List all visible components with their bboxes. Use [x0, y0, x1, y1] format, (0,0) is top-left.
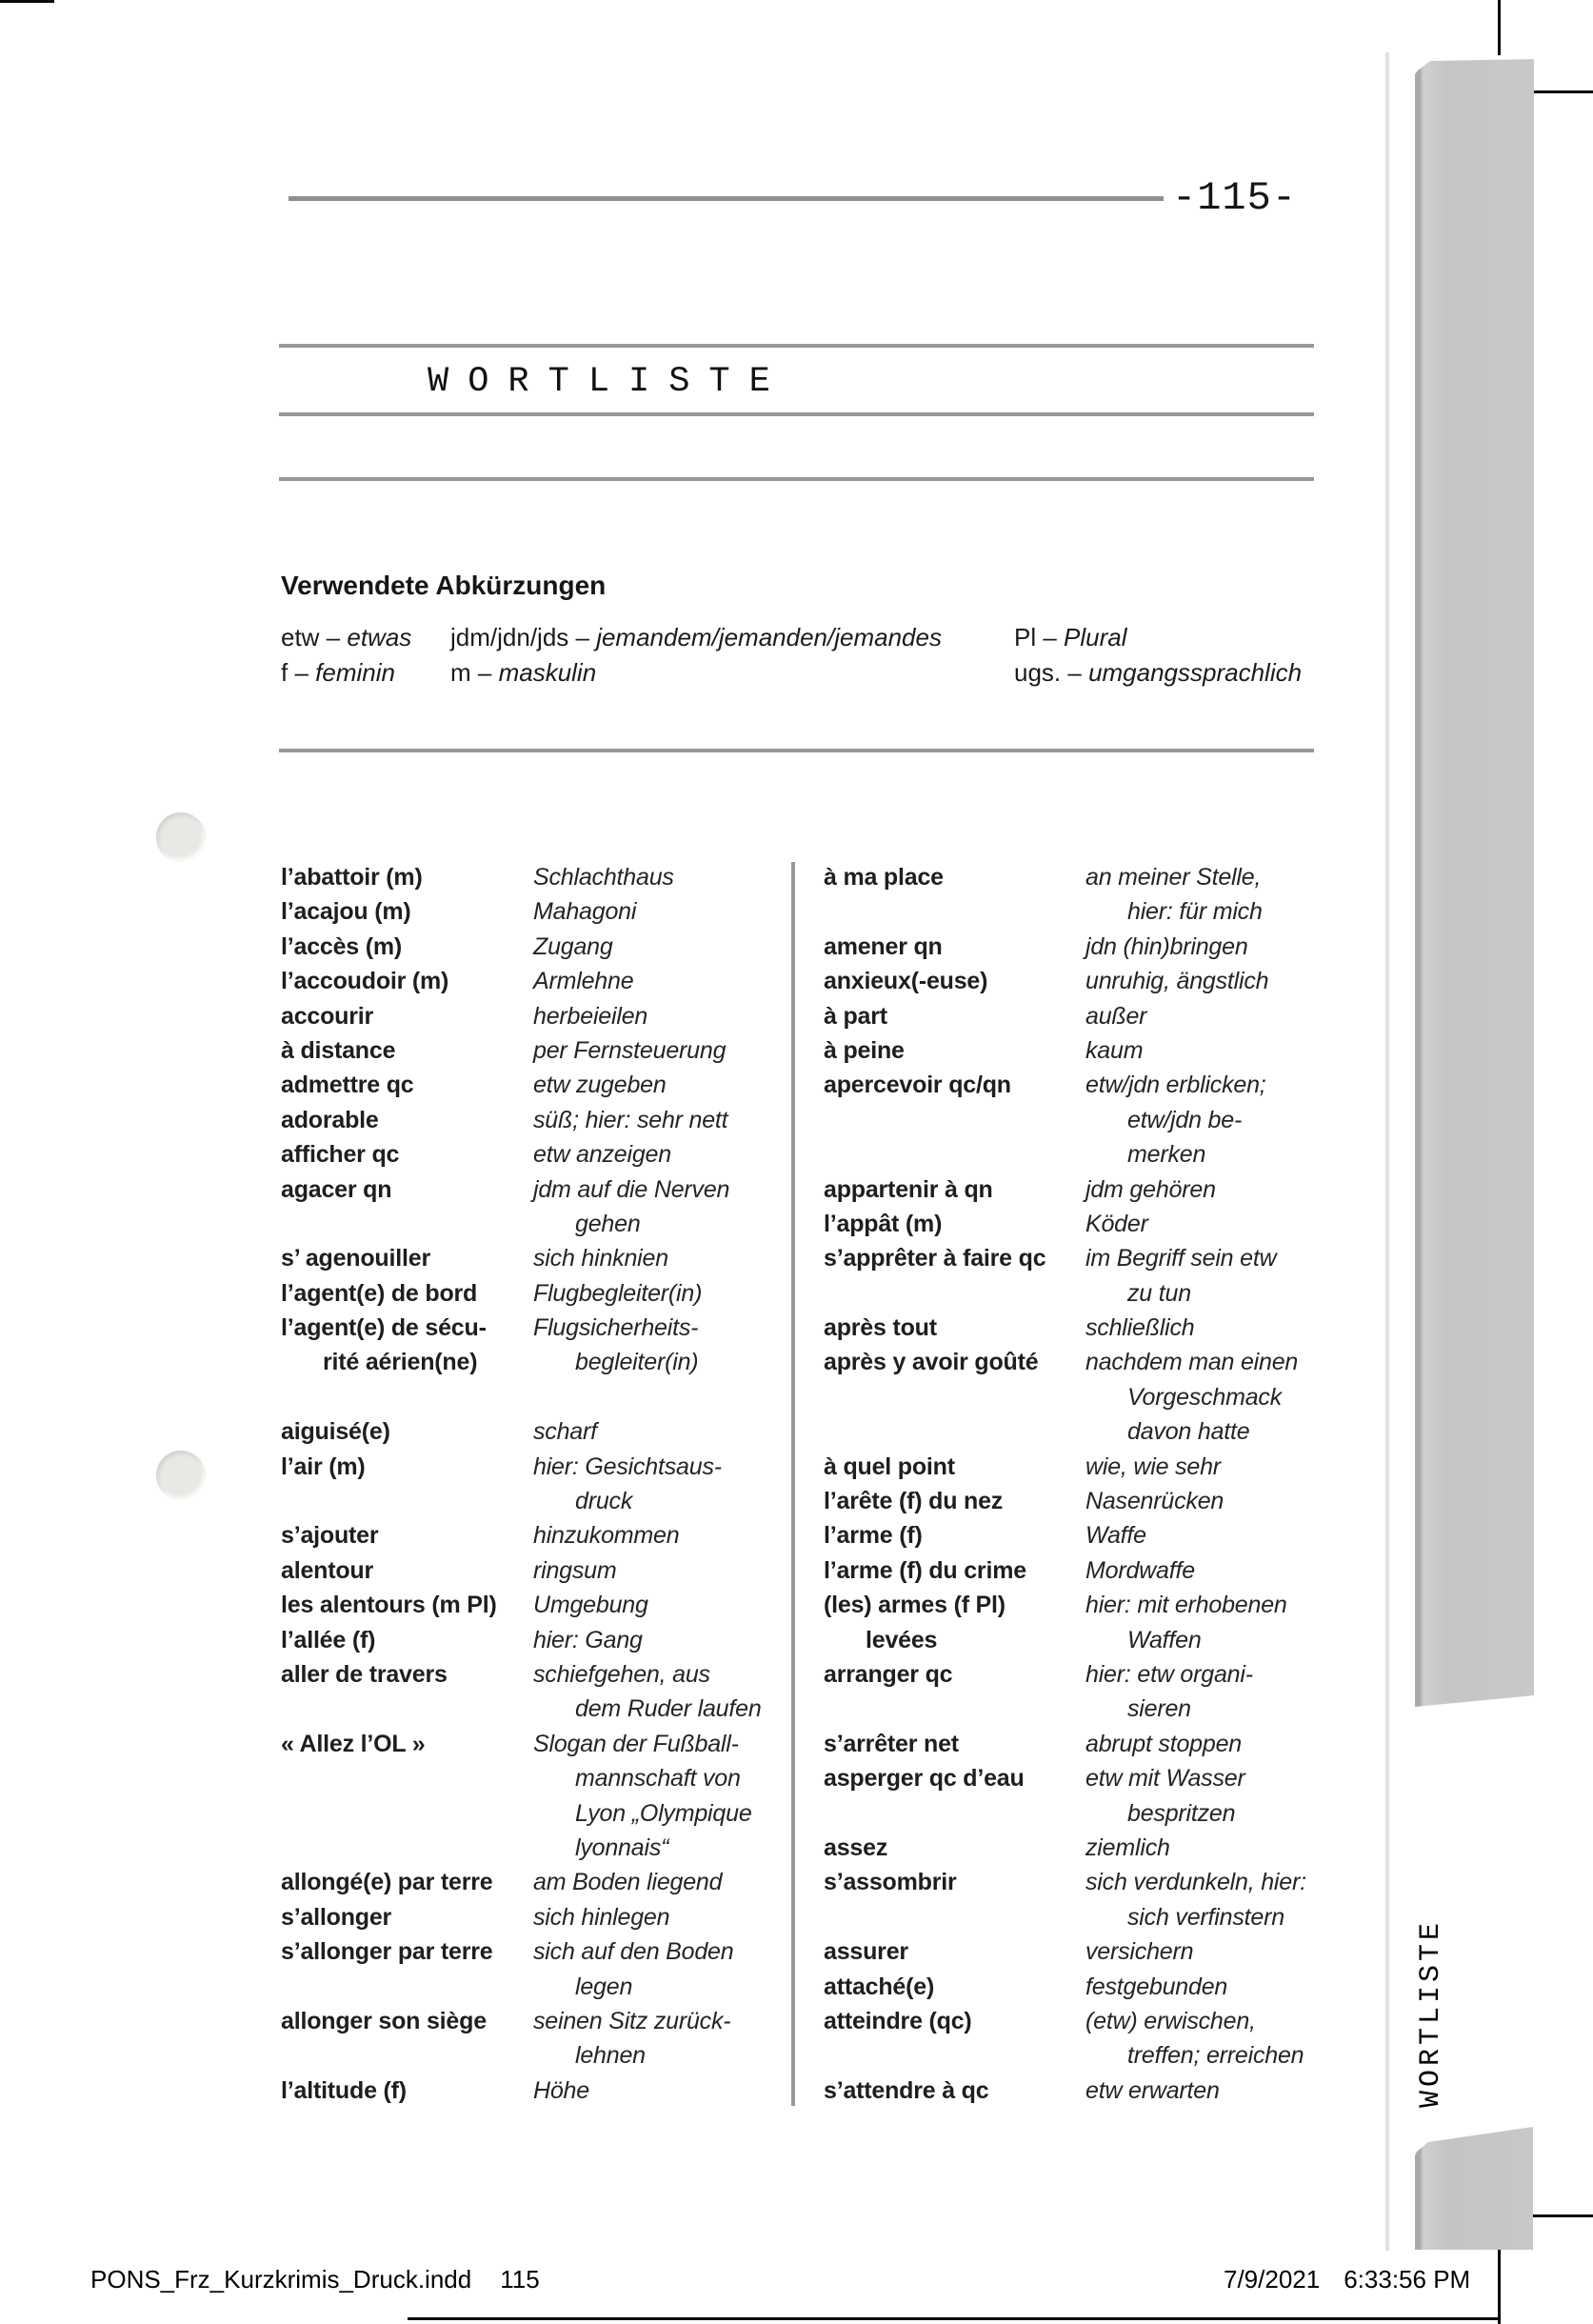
crop-mark [1498, 0, 1501, 55]
wordlist-line [281, 894, 791, 929]
german-translation: wie, wie sehr [1085, 1452, 1221, 1480]
german-translation: hier: für mich [1127, 898, 1263, 926]
french-term: accourir [281, 1002, 374, 1030]
wordlist-line [824, 1241, 1357, 1275]
wordlist-line [824, 1553, 1357, 1588]
german-translation: druck [575, 1488, 633, 1515]
french-term: allonger son siège [281, 2007, 487, 2034]
french-term: attaché(e) [824, 1973, 935, 2000]
german-translation: Umgebung [533, 1592, 648, 1619]
french-term: l’agent(e) de bord [281, 1279, 478, 1307]
abbreviation-full: Plural [1064, 623, 1127, 651]
wordlist-line [824, 1311, 1357, 1345]
wordlist-line [824, 860, 1357, 894]
wordlist-line [281, 1033, 791, 1068]
german-translation: ringsum [533, 1556, 617, 1584]
footer-file-text: PONS_Frz_Kurzkrimis_Druck.indd [90, 2265, 472, 2294]
wordlist-line [824, 894, 1357, 929]
french-term: s’attendre à qc [824, 2076, 989, 2104]
footer-timestamp [1224, 2265, 1470, 2294]
german-translation: lehnen [575, 2042, 646, 2070]
german-translation: jdn (hin)bringen [1085, 932, 1248, 960]
wordlist-line [824, 1623, 1357, 1657]
wordlist-line [824, 1207, 1357, 1241]
wordlist-line [281, 1692, 791, 1726]
title-rule-middle [279, 412, 1314, 416]
column-divider [791, 862, 795, 2106]
german-translation: Lyon „Olympique [575, 1799, 752, 1827]
german-translation: hier: etw organi- [1085, 1660, 1253, 1688]
german-translation: Höhe [533, 2076, 589, 2104]
wordlist-line [281, 1172, 791, 1207]
french-term: asperger qc d’eau [824, 1765, 1025, 1793]
chapter-tab-label: WORTLISTE [1415, 1918, 1447, 2109]
german-translation: hinzukommen [533, 1522, 680, 1550]
abbreviation-item [281, 620, 411, 655]
french-term: à part [824, 1002, 887, 1030]
wordlist-line [281, 1934, 791, 1969]
german-translation: am Boden liegend [533, 1869, 723, 1896]
french-term: amener qn [824, 932, 943, 960]
abbreviation-short: f – [281, 658, 316, 687]
wordlist-line [281, 1553, 791, 1588]
german-translation: Köder [1085, 1210, 1148, 1237]
wordlist-column-left [281, 860, 791, 2108]
wordlist-line [824, 1414, 1357, 1449]
german-translation: sich hinknien [533, 1245, 668, 1272]
wordlist-line [281, 999, 791, 1033]
wordlist-line [824, 964, 1357, 998]
french-term: arranger qc [824, 1660, 953, 1688]
german-translation: (etw) erwischen, [1085, 2007, 1256, 2034]
german-translation: lyonnais“ [575, 1833, 669, 1861]
german-translation: bespritzen [1127, 1799, 1236, 1827]
wordlist-line [281, 1796, 791, 1831]
german-translation: seinen Sitz zurück- [533, 2007, 731, 2034]
wordlist-line [281, 1380, 791, 1414]
french-term: après y avoir goûté [824, 1349, 1039, 1376]
wordlist-line [281, 1970, 791, 2004]
wordlist-line [824, 1033, 1357, 1068]
french-term: aller de travers [281, 1660, 448, 1688]
french-term: après tout [824, 1314, 937, 1342]
french-term: l’allée (f) [281, 1626, 376, 1653]
french-term: l’accès (m) [281, 932, 403, 960]
german-translation: sich auf den Boden [533, 1938, 734, 1966]
french-term: s’ agenouiller [281, 1245, 430, 1272]
page-boundary-line [408, 2317, 1501, 2320]
abbreviation-item [450, 655, 942, 691]
wordlist-line [824, 1103, 1357, 1137]
french-term: admettre qc [281, 1072, 414, 1099]
german-translation: Schlachthaus [533, 864, 674, 891]
wordlist-line [281, 930, 791, 964]
wordlist-line [281, 1727, 791, 1761]
abbreviation-item [1014, 620, 1302, 655]
abbreviation-short: jdm/jdn/jds – [450, 623, 597, 651]
wordlist-line [824, 1970, 1357, 2004]
french-term: agacer qn [281, 1175, 392, 1203]
wordlist-line [824, 1484, 1357, 1518]
page-edge-line [1385, 52, 1389, 2251]
german-translation: Mahagoni [533, 898, 637, 926]
french-term: à ma place [824, 864, 944, 891]
french-term: l’arête (f) du nez [824, 1488, 1004, 1515]
footer-page-text: 115 [500, 2265, 540, 2294]
section-rule [279, 749, 1314, 752]
french-term: « Allez l’OL » [281, 1730, 426, 1757]
abbreviation-short: ugs. – [1014, 658, 1089, 687]
german-translation: scharf [533, 1418, 597, 1446]
wordlist-line [281, 1831, 791, 1865]
french-term: afficher qc [281, 1141, 400, 1169]
wordlist-line [824, 1900, 1357, 1934]
german-translation: süß; hier: sehr nett [533, 1106, 728, 1133]
wordlist-line [281, 1518, 791, 1553]
french-term: les alentours (m Pl) [281, 1592, 497, 1619]
crop-mark [1533, 2214, 1593, 2217]
german-translation: hier: Gesichtsaus- [533, 1452, 722, 1480]
french-term: à peine [824, 1036, 905, 1064]
chapter-tab [1415, 2127, 1533, 2250]
german-translation: nachdem man einen [1085, 1349, 1299, 1376]
french-term: assez [824, 1833, 888, 1861]
abbreviation-item [1014, 655, 1302, 691]
french-term: adorable [281, 1106, 379, 1133]
wordlist-line [281, 1345, 791, 1379]
abbreviation-full: jemandem/jemanden/jemandes [596, 623, 942, 651]
french-term: l’arme (f) [824, 1522, 923, 1550]
wordlist-line [281, 1623, 791, 1657]
wordlist-line [824, 1865, 1357, 1899]
wordlist-line [281, 1068, 791, 1102]
wordlist-line [824, 1068, 1357, 1102]
german-translation: Zugang [533, 932, 613, 960]
german-translation: etw mit Wasser [1085, 1765, 1245, 1793]
wordlist-line [281, 1103, 791, 1137]
wordlist-line [281, 2074, 791, 2108]
french-term: l’acajou (m) [281, 898, 411, 926]
german-translation: an meiner Stelle, [1085, 864, 1262, 891]
wordlist-line [824, 1276, 1357, 1311]
french-term: allongé(e) par terre [281, 1869, 493, 1896]
abbreviation-full: feminin [315, 658, 395, 687]
german-translation: legen [575, 1973, 633, 2000]
german-translation: Flugsicherheits- [533, 1314, 699, 1342]
french-term: anxieux(-euse) [824, 968, 988, 995]
french-term: (les) armes (f Pl) [824, 1592, 1006, 1619]
french-term: l’agent(e) de sécu- [281, 1314, 487, 1342]
wordlist-line [824, 2004, 1357, 2038]
wordlist-line [281, 1484, 791, 1518]
french-term: à quel point [824, 1452, 955, 1480]
abbreviation-item [450, 620, 942, 655]
footer-date-text: 7/9/2021 [1224, 2265, 1321, 2294]
german-translation: versichern [1085, 1938, 1194, 1966]
abbreviation-full: etwas [347, 623, 412, 651]
german-translation: festgebunden [1085, 1973, 1228, 2000]
wordlist-line [281, 1414, 791, 1449]
german-translation: etw/jdn be- [1127, 1106, 1243, 1133]
german-translation: sich hinlegen [533, 1903, 670, 1931]
french-term: rité aérien(ne) [323, 1349, 478, 1376]
french-term: l’altitude (f) [281, 2076, 407, 2104]
wordlist-line [824, 1657, 1357, 1692]
header-rule [289, 196, 1164, 201]
title-rule-bottom [279, 477, 1314, 481]
german-translation: Waffe [1085, 1522, 1146, 1550]
wordlist-line [281, 964, 791, 998]
german-translation: hier: mit erhobenen [1085, 1592, 1287, 1619]
wordlist-line [824, 1588, 1357, 1622]
wordlist-line [281, 1588, 791, 1622]
wordlist-line [824, 1796, 1357, 1831]
wordlist-line [824, 1518, 1357, 1553]
page-number: -115- [1172, 175, 1298, 221]
german-translation: sich verfinstern [1127, 1903, 1284, 1931]
wordlist-line [281, 1276, 791, 1311]
crop-mark [0, 0, 29, 3]
abbreviation-short: Pl – [1014, 623, 1065, 651]
wordlist-line [281, 1657, 791, 1692]
french-term: apercevoir qc/qn [824, 1072, 1011, 1099]
german-translation: Waffen [1127, 1626, 1202, 1653]
hole-punch-icon [156, 1451, 206, 1500]
german-translation: im Begriff sein etw [1085, 1245, 1277, 1272]
wordlist-line [824, 1380, 1357, 1414]
footer-filename [90, 2265, 540, 2294]
wordlist-line [824, 1345, 1357, 1379]
german-translation: hier: Gang [533, 1626, 643, 1653]
abbreviation-item [281, 655, 411, 691]
wordlist-line [281, 1761, 791, 1795]
abbreviation-full: umgangssprachlich [1088, 658, 1303, 687]
title-rule-top [279, 344, 1314, 348]
french-term: aiguisé(e) [281, 1418, 390, 1446]
abbreviation-short: etw – [281, 623, 348, 651]
german-translation: ziemlich [1085, 1833, 1170, 1861]
german-translation: gehen [575, 1210, 641, 1237]
german-translation: abrupt stoppen [1085, 1730, 1242, 1757]
german-translation: etw anzeigen [533, 1141, 671, 1169]
french-term: s’allonger [281, 1903, 392, 1931]
abbreviations-column [1014, 620, 1302, 691]
french-term: l’accoudoir (m) [281, 968, 449, 995]
french-term: s’allonger par terre [281, 1938, 493, 1966]
german-translation: zu tun [1127, 1279, 1191, 1307]
french-term: assurer [824, 1938, 908, 1966]
wordlist-line [824, 2038, 1357, 2073]
wordlist-line [281, 1900, 791, 1934]
french-term: s’arrêter net [824, 1730, 959, 1757]
wordlist-line [281, 1311, 791, 1345]
french-term: levées [866, 1626, 938, 1653]
wordlist-line [824, 1761, 1357, 1795]
hole-punch-icon [156, 812, 206, 862]
wordlist-line [824, 1137, 1357, 1172]
wordlist-line [824, 1831, 1357, 1865]
german-translation: unruhig, ängstlich [1085, 968, 1269, 995]
wordlist-line [281, 1207, 791, 1241]
german-translation: mannschaft von [575, 1765, 741, 1793]
german-translation: sieren [1127, 1695, 1191, 1723]
german-translation: jdm auf die Nerven [533, 1175, 730, 1203]
french-term: appartenir à qn [824, 1175, 993, 1203]
footer-time-text: 6:33:56 PM [1344, 2265, 1471, 2294]
french-term: s’ajouter [281, 1522, 379, 1550]
german-translation: herbeieilen [533, 1002, 648, 1030]
german-translation: begleiter(in) [575, 1349, 699, 1376]
german-translation: außer [1085, 1002, 1147, 1030]
wordlist-line [824, 1727, 1357, 1761]
page-edge-bar [1415, 59, 1534, 1707]
german-translation: davon hatte [1127, 1418, 1250, 1446]
crop-mark [1533, 90, 1593, 93]
french-term: à distance [281, 1036, 396, 1064]
german-translation: etw erwarten [1085, 2076, 1220, 2104]
french-term: l’appât (m) [824, 1210, 943, 1237]
german-translation: Slogan der Fußball- [533, 1730, 739, 1757]
french-term: l’abattoir (m) [281, 864, 423, 891]
abbreviations-column [281, 620, 411, 691]
page-title: WORTLISTE [428, 362, 789, 402]
wordlist-line [281, 2004, 791, 2038]
wordlist-line [281, 2038, 791, 2073]
german-translation: Nasenrücken [1085, 1488, 1225, 1515]
wordlist-line [824, 1450, 1357, 1484]
wordlist-line [824, 999, 1357, 1033]
german-translation: schiefgehen, aus [533, 1660, 710, 1688]
french-term: s’apprêter à faire qc [824, 1245, 1046, 1272]
german-translation: etw/jdn erblicken; [1085, 1072, 1266, 1099]
wordlist-line [824, 1692, 1357, 1726]
french-term: atteindre (qc) [824, 2007, 972, 2034]
french-term: l’air (m) [281, 1452, 366, 1480]
french-term: l’arme (f) du crime [824, 1556, 1026, 1584]
french-term: s’assombrir [824, 1869, 957, 1896]
abbreviations-column [450, 620, 942, 691]
wordlist-line [824, 930, 1357, 964]
german-translation: etw zugeben [533, 1072, 667, 1099]
german-translation: treffen; erreichen [1127, 2042, 1304, 2070]
german-translation: schließlich [1085, 1314, 1195, 1342]
crop-mark [1498, 2240, 1501, 2324]
german-translation: Mordwaffe [1085, 1556, 1195, 1584]
wordlist-line [824, 2074, 1357, 2108]
abbreviation-short: m – [450, 658, 499, 687]
german-translation: kaum [1085, 1036, 1144, 1064]
french-term: alentour [281, 1556, 374, 1584]
wordlist-line [281, 860, 791, 894]
abbreviation-full: maskulin [498, 658, 597, 687]
german-translation: Flugbegleiter(in) [533, 1279, 703, 1307]
wordlist-line [281, 1865, 791, 1899]
wordlist-line [281, 1137, 791, 1172]
german-translation: Vorgeschmack [1127, 1383, 1283, 1411]
german-translation: dem Ruder laufen [575, 1695, 762, 1723]
wordlist-column-right [824, 860, 1357, 2108]
german-translation: sich verdunkeln, hier: [1085, 1869, 1306, 1896]
german-translation: merken [1127, 1141, 1206, 1169]
wordlist-line [824, 1934, 1357, 1969]
german-translation: Armlehne [533, 968, 634, 995]
wordlist-line [824, 1172, 1357, 1207]
wordlist-line [281, 1241, 791, 1275]
german-translation: per Fernsteuerung [533, 1036, 727, 1064]
wordlist-line [281, 1450, 791, 1484]
german-translation: jdm gehören [1085, 1175, 1216, 1203]
abbreviations-heading: Verwendete Abkürzungen [281, 571, 607, 600]
